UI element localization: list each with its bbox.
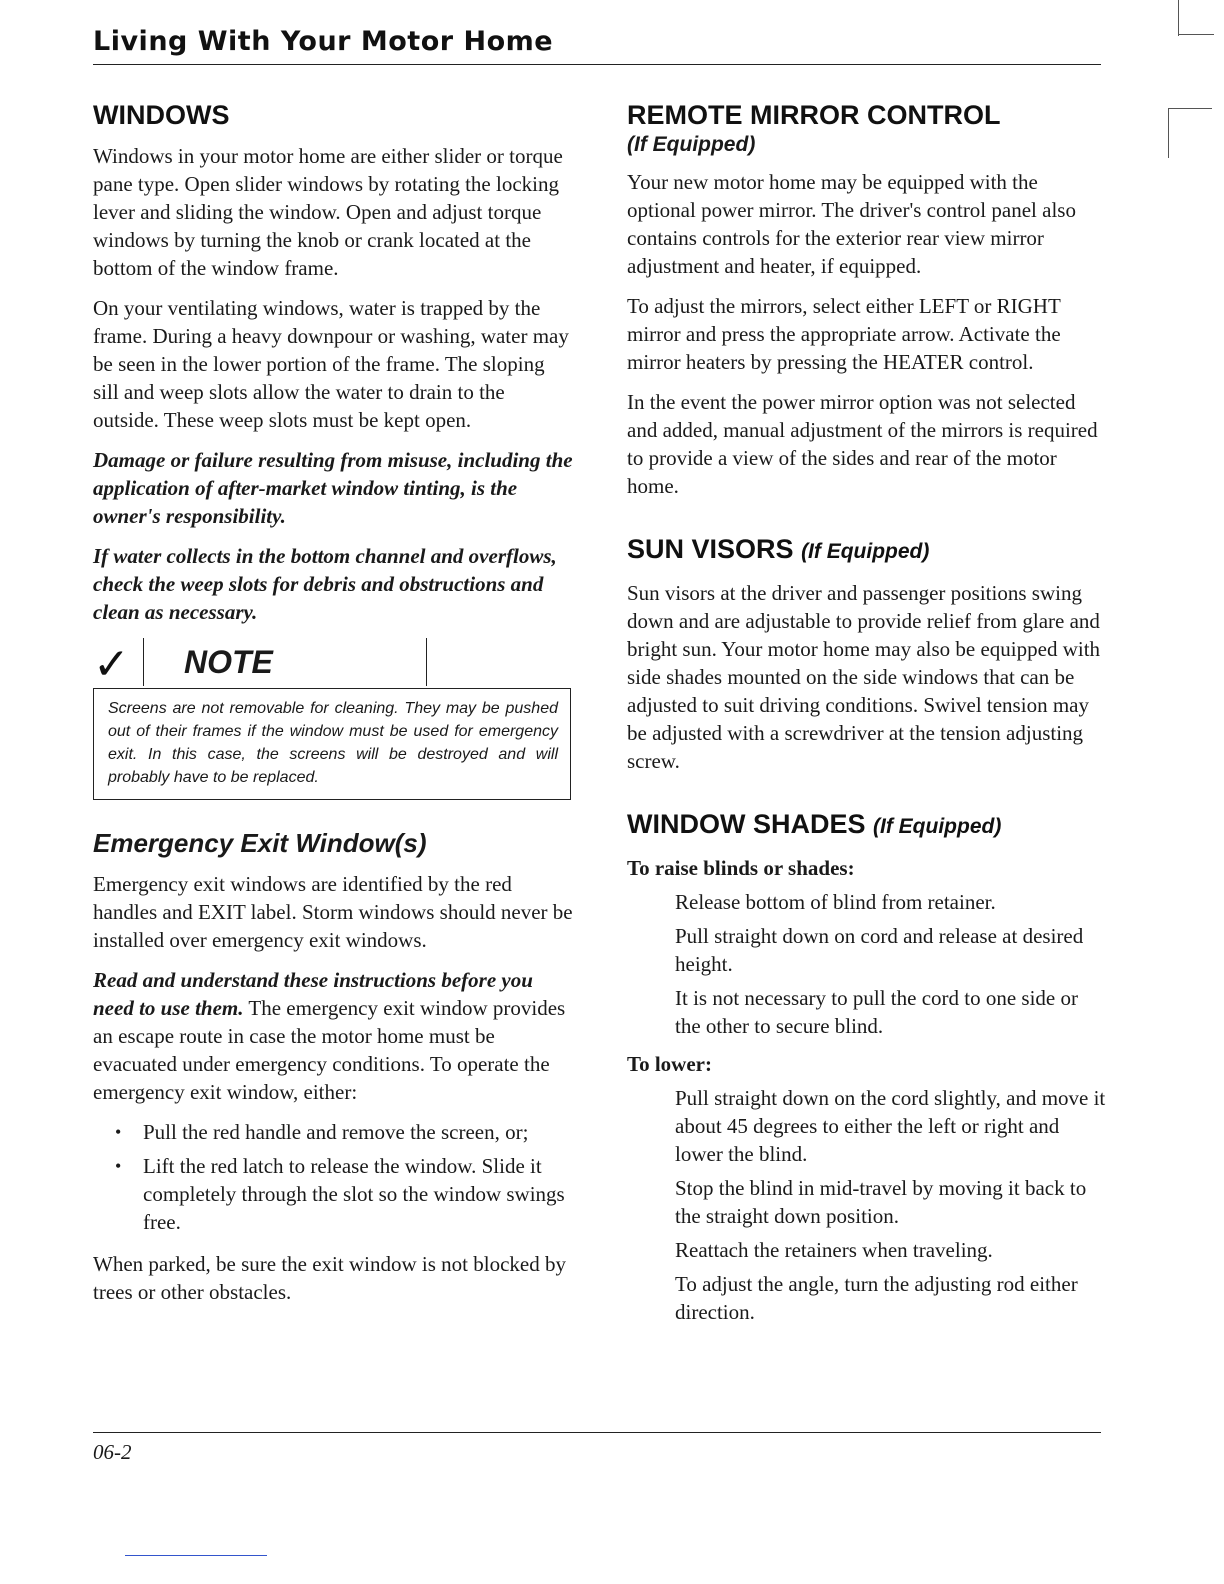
footer-rule	[93, 1432, 1101, 1433]
scan-mark	[1178, 0, 1179, 36]
note-text: Screens are not removable for cleaning. They may be pushed out of their frames if the window must be used for emergency exit. In this case, the screens will be destroyed and will probably have to be replaced.	[108, 700, 558, 786]
mirror-heading: REMOTE MIRROR CONTROL	[627, 100, 1001, 130]
right-column	[627, 98, 1107, 1332]
window-shades-heading	[627, 807, 1107, 844]
header-rule	[93, 64, 1101, 65]
list-item-text: Pull the red handle and remove the screen, or;	[143, 1120, 529, 1144]
step-item: To adjust the angle, turn the adjusting rod either direction.	[675, 1272, 1078, 1324]
lower-blinds-heading: To lower:	[627, 1052, 712, 1076]
window-shades-subtitle: (If Equipped)	[873, 815, 1002, 838]
step-item: Pull straight down on the cord slightly, and move it about 45 degrees to either the left or right and lower the blind.	[675, 1086, 1106, 1166]
note-header	[93, 638, 573, 688]
sun-visors-paragraph: Sun visors at the driver and passenger positions swing down and are adjustable to provide relief from glare and bright sun. Your motor home may also be equipped with side shades mounted on the side windows that can be adjusted to suit driving conditions. Swivel tension may be adjusted with a screwdriver at the tension adjusting screw.	[627, 581, 1101, 773]
list-item	[115, 1152, 573, 1236]
emergency-bullet-list	[93, 1118, 573, 1236]
sun-visors-heading	[627, 532, 1107, 569]
step-item: Pull straight down on cord and release at desired height.	[675, 924, 1084, 976]
left-column	[93, 98, 573, 1318]
list-item-text: Lift the red latch to release the window. Slide it completely through the slot so the window swings free.	[143, 1154, 565, 1234]
note-label: NOTE	[184, 644, 273, 680]
sun-visors-subtitle: (If Equipped)	[801, 540, 930, 563]
scan-edge-line	[125, 1555, 267, 1556]
bullet-icon: •	[115, 1122, 122, 1142]
mirror-paragraph: In the event the power mirror option was not selected and added, manual adjustment of the mirrors is required to provide a view of the sides and rear of the motor home.	[627, 390, 1098, 498]
page-header-title: Living With Your Motor Home	[93, 26, 554, 57]
scan-mark	[1168, 108, 1169, 158]
checkmark-icon: ✓	[93, 639, 130, 690]
emergency-paragraph: Emergency exit windows are identified by the red handles and EXIT label. Storm windows should never be installed over emergency exit windows.	[93, 872, 573, 952]
window-shades-title: WINDOW SHADES	[627, 809, 866, 839]
bullet-icon: •	[115, 1156, 122, 1176]
mirror-paragraph: To adjust the mirrors, select either LEFT or RIGHT mirror and press the appropriate arrow. Activate the mirror heaters by pressing the HEATER control.	[627, 294, 1061, 374]
step-item: Stop the blind in mid-travel by moving it back to the straight down position.	[675, 1176, 1087, 1228]
page-number: 06-2	[93, 1440, 132, 1464]
emergency-warning-lead: Read and understand these instructions before you need to use them.	[93, 968, 533, 1020]
raise-blinds-heading: To raise blinds or shades:	[627, 856, 855, 880]
step-item: It is not necessary to pull the cord to one side or the other to secure blind.	[675, 986, 1078, 1038]
note-box	[93, 688, 571, 800]
sun-visors-title: SUN VISORS	[627, 534, 794, 564]
windows-warning: Damage or failure resulting from misuse, including the application of after-market window tinting, is the owner's responsibility.	[93, 448, 573, 528]
windows-warning: If water collects in the bottom channel and overflows, check the weep slots for debris and obstructions and clean as necessary.	[93, 544, 557, 624]
windows-paragraph: On your ventilating windows, water is trapped by the frame. During a heavy downpour or washing, water may be seen in the lower portion of the frame. The sloping sill and weep slots allow the water to drain to the outside. These weep slots must be kept open.	[93, 296, 569, 432]
mirror-subtitle: (If Equipped)	[627, 133, 756, 156]
windows-paragraph: Windows in your motor home are either slider or torque pane type. Open slider windows by rotating the locking lever and sliding the window. Open and adjust torque windows by turning the knob or crank located at the bottom of the window frame.	[93, 144, 563, 280]
list-item	[115, 1118, 573, 1146]
mirror-paragraph: Your new motor home may be equipped with the optional power mirror. The driver's control panel also contains controls for the exterior rear view mirror adjustment and heater, if equipped.	[627, 170, 1076, 278]
step-item: Release bottom of blind from retainer.	[675, 890, 996, 914]
windows-heading: WINDOWS	[93, 100, 230, 130]
scan-mark	[1178, 34, 1214, 35]
note-block	[93, 638, 573, 800]
step-item: Reattach the retainers when traveling.	[675, 1238, 993, 1262]
emergency-paragraph: When parked, be sure the exit window is not blocked by trees or other obstacles.	[93, 1252, 566, 1304]
emergency-paragraph	[93, 966, 573, 1106]
emergency-exit-heading: Emergency Exit Window(s)	[93, 828, 427, 858]
emergency-paragraph-text: The emergency exit window provides an escape route in case the motor home must be evacuated under emergency conditions. To operate the emergency exit window, either:	[93, 996, 566, 1104]
scan-mark	[1168, 108, 1212, 109]
note-label-box	[143, 638, 427, 686]
